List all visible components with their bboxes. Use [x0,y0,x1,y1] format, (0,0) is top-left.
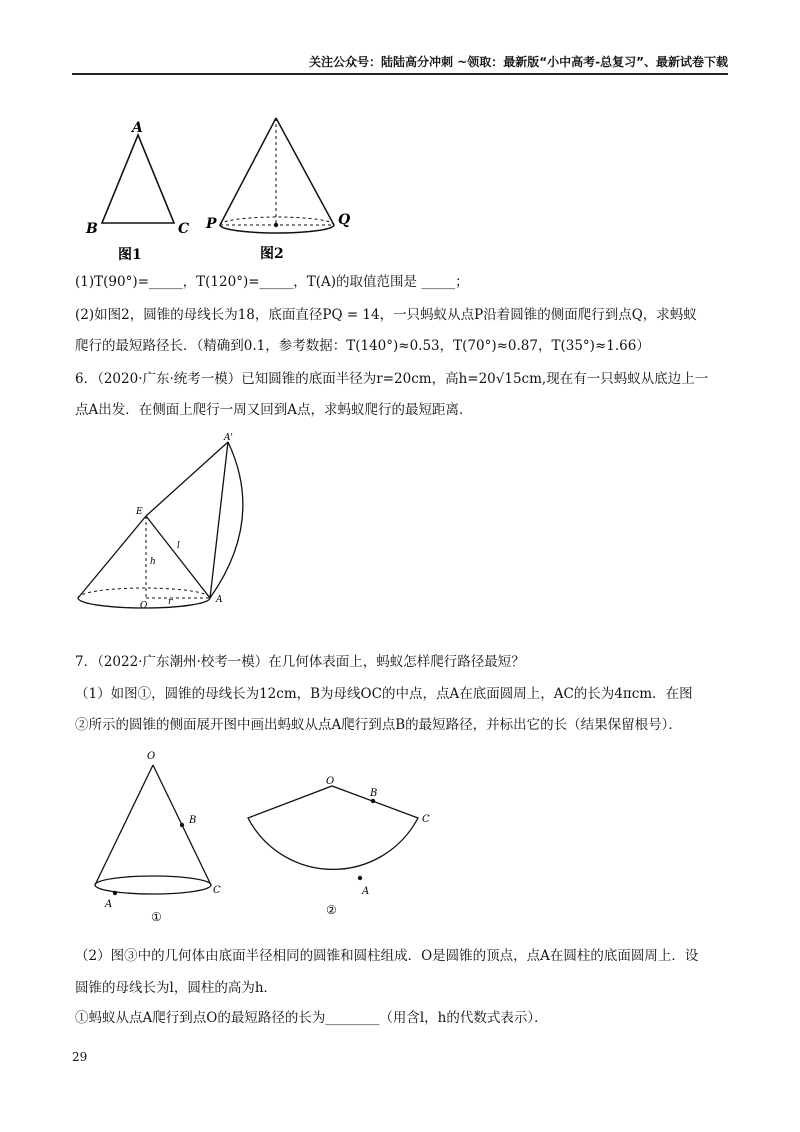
problem-7-part-2-line-1: （2）图③中的几何体由底面半径相同的圆锥和圆柱组成．O是圆锥的顶点，点A在圆柱的底面圆周上．设 [75,948,699,964]
sector-a: A [362,886,370,897]
cone-e-a-prime: A' [224,433,233,443]
triangle-figure [80,115,200,265]
sector-o: O [326,776,335,787]
page-number: 29 [72,1050,88,1064]
figure-circle-1-caption: ① [151,910,162,924]
cone-e-l: l [177,541,180,551]
sector-c: C [422,814,430,825]
cone-unfold-figure [70,430,270,620]
cone-figure-2 [200,110,360,270]
header-rule [72,73,728,75]
problem-6-line-2: 点A出发．在侧面上爬行一周又回到A点，求蚂蚁爬行的最短距离． [75,402,473,418]
cone-e-r: r [168,597,173,607]
problem-7-line-3: ②所示的圆锥的侧面展开图中画出蚂蚁从点A爬行到点B的最短路径，并标出它的长（结果保留根号）． [75,717,682,733]
problem-6-line-1: 6．（2020·广东·统考一模）已知圆锥的底面半径为r=20cm，高h=20√15cm,现在有一只蚂蚁从底边上一 [75,371,709,387]
figure-1-caption: 图1 [118,247,142,263]
question-5-part-2-line-2: 爬行的最短路径长．（精确到0.1，参考数据：T(140°)≈0.53，T(70°)≈0.87，T(35°)≈1.66） [75,338,650,354]
figure-circle-2-caption: ② [326,903,337,917]
cone-figure-circle-1 [85,745,235,925]
cone-o-c: C [213,885,221,896]
question-5-part-2-line-1: (2)如图2，圆锥的母线长为18，底面直径PQ = 14，一只蚂蚁从点P沿着圆锥的侧面爬行到点Q，求蚂蚁 [75,307,697,323]
problem-7-line-1: 7．（2022·广东潮州·校考一模）在几何体表面上，蚂蚁怎样爬行路径最短？ [75,654,525,670]
cone-point-p: P [206,216,217,232]
cone-o-b: B [189,815,197,826]
triangle-vertex-b: B [86,221,98,237]
page-header: 关注公众号：陆陆高分冲刺 ~领取：最新版“小中高考-总复习”、最新试卷下载 [309,55,728,69]
cone-e-a: A [216,595,223,605]
cone-o-a: A [105,899,113,910]
cone-e-o: O [140,601,148,611]
cone-point-q: Q [338,212,351,228]
triangle-vertex-c: C [178,221,190,237]
problem-7-part-2-line-2: 圆锥的母线长为l，圆柱的高为h． [75,980,278,996]
cone-o-apex: O [147,751,156,762]
problem-7-part-2-line-3: ①蚂蚁从点A爬行到点O的最短路径的长为________（用含l，h的代数式表示）． [75,1010,548,1026]
sector-b: B [370,788,378,799]
sector-figure-circle-2 [240,770,440,920]
cone-e-h: h [150,557,156,567]
triangle-vertex-a: A [132,120,143,136]
cone-e-apex: E [136,507,143,517]
problem-7-line-2: （1）如图①，圆锥的母线长为12cm，B为母线OC的中点，点A在底面圆周上，AC的长为4πcm．在图 [75,686,693,702]
question-5-part-1: (1)T(90°)=_____，T(120°)=_____，T(A)的取值范围是 _____； [75,274,469,290]
figure-2-caption: 图2 [260,246,284,262]
